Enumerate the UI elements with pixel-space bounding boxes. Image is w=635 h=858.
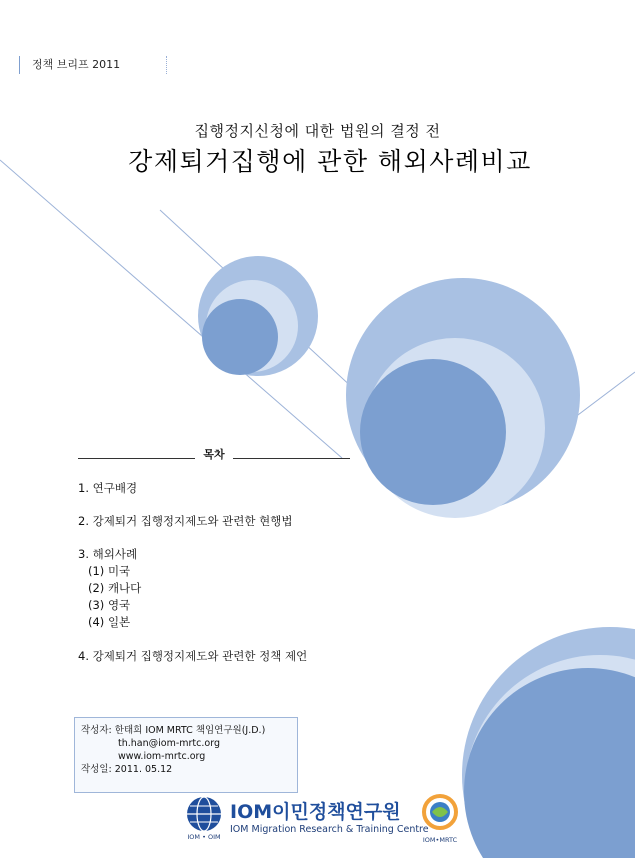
- brief-label-text: 정책 브리프 2011: [32, 58, 121, 71]
- iom-wordmark: IOM: [230, 801, 273, 823]
- date-label: 작성일:: [81, 764, 115, 775]
- toc-rule-right: [233, 458, 350, 459]
- iom-emblem-logo: [183, 795, 225, 841]
- mrtc-english-name: IOM Migration Research & Training Centre: [230, 824, 429, 835]
- toc-subitem: (1) 미국: [88, 564, 131, 578]
- toc-heading: [78, 445, 350, 463]
- toc-item: 1. 연구배경: [78, 481, 138, 495]
- toc-heading-label: 목차: [203, 448, 225, 461]
- date-value: 2011. 05.12: [114, 764, 173, 775]
- mrtc-wordmark: [230, 797, 401, 824]
- toc-subitem: (3) 영국: [88, 598, 131, 612]
- document-subtitle: 집행정지신청에 대한 법원의 결정 전: [194, 122, 441, 140]
- toc-subitem: (2) 캐나다: [88, 581, 142, 595]
- author-label: 작성자:: [81, 725, 115, 736]
- globe-swirl-icon: [417, 792, 463, 832]
- globe-icon: [183, 795, 225, 833]
- iom-mrtc-caption: IOM•MRTC: [422, 836, 458, 844]
- author-row: [81, 724, 297, 737]
- mrtc-emblem-logo: [417, 792, 463, 844]
- korean-wordmark: 이민정책연구원: [272, 801, 401, 823]
- brief-label: [19, 56, 167, 74]
- author-website: www.iom-mrtc.org: [118, 751, 206, 762]
- date-row: [81, 763, 297, 776]
- document-title: 강제퇴거집행에 관한 해외사례비교: [128, 147, 532, 176]
- toc-item: 2. 강제퇴거 집행정지제도와 관련한 현행법: [78, 514, 293, 528]
- toc-rule-left: [78, 458, 195, 459]
- toc-item: 4. 강제퇴거 집행정지제도와 관련한 정책 제언: [78, 649, 308, 663]
- author-info-box: [74, 717, 298, 793]
- toc-item: 3. 해외사례: [78, 547, 138, 561]
- author-email: th.han@iom-mrtc.org: [118, 738, 220, 749]
- small-circle-inner: [202, 299, 278, 375]
- iom-oim-caption: IOM • OIM: [187, 833, 221, 841]
- toc-subitem: (4) 일본: [88, 615, 131, 629]
- large-circle-inner: [360, 359, 506, 505]
- author-name: 한태희 IOM MRTC 책임연구원(J.D.): [114, 725, 266, 736]
